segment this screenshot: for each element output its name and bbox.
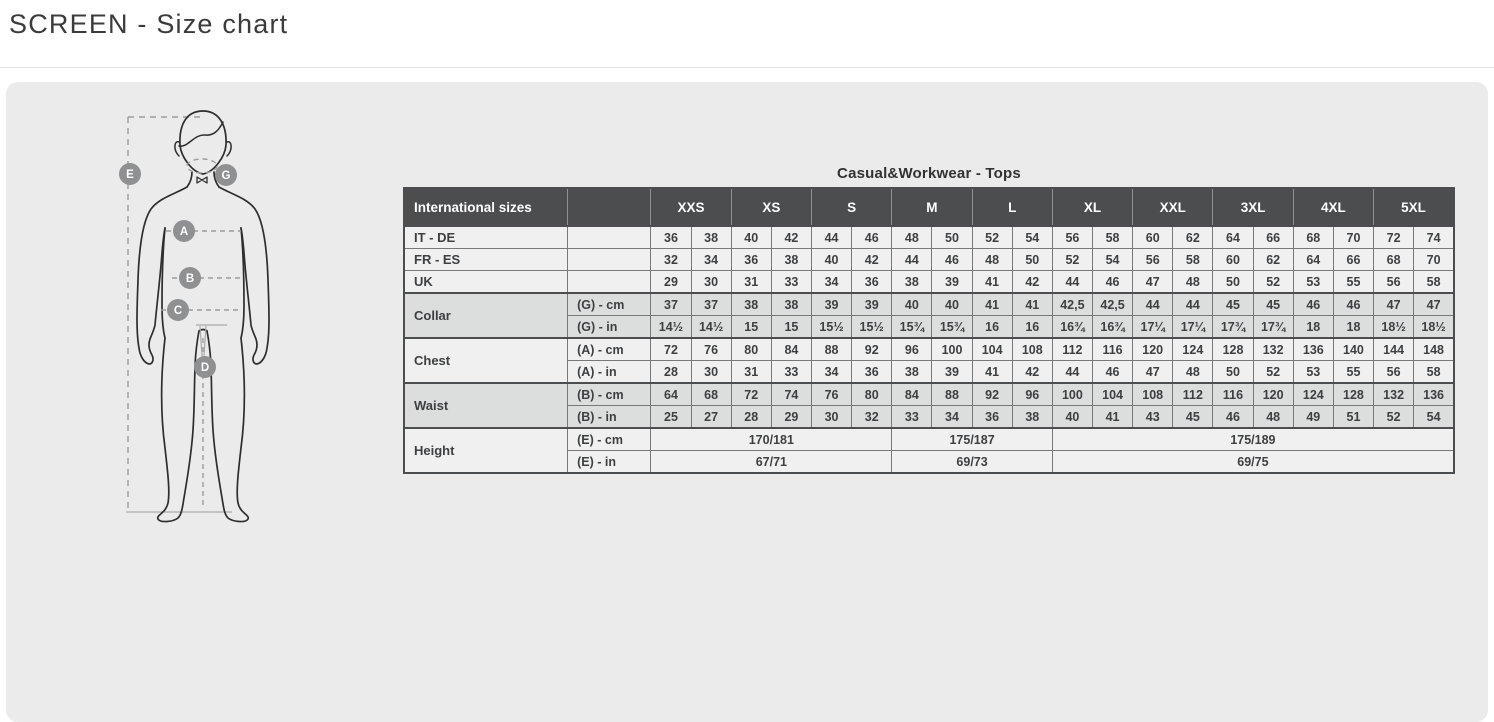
size-cell: 37 (651, 293, 691, 316)
size-cell: 116 (1213, 383, 1253, 406)
size-cell: 17¾ (1253, 316, 1293, 339)
size-cell: 64 (1293, 249, 1333, 271)
size-cell: 56 (1374, 271, 1414, 294)
size-cell: 50 (932, 226, 972, 249)
size-cell: 68 (691, 383, 731, 406)
size-cell: 132 (1374, 383, 1414, 406)
merged-cell: 170/181 (651, 428, 892, 451)
size-cell: 50 (1213, 271, 1253, 294)
size-cell: 33 (892, 406, 932, 429)
marker-a-badge (173, 220, 195, 242)
size-cell: 44 (1052, 271, 1092, 294)
header-spacer (568, 188, 651, 226)
marker-d-badge (194, 356, 216, 378)
row-unit: (G) - cm (568, 293, 651, 316)
marker-e-letter: E (126, 169, 134, 181)
size-cell: 72 (1374, 226, 1414, 249)
size-cell: 29 (651, 271, 691, 294)
size-cell: 36 (651, 226, 691, 249)
size-cell: 14½ (691, 316, 731, 339)
header-size-3xl: 3XL (1213, 188, 1293, 226)
size-cell: 50 (1012, 249, 1052, 271)
row-label: UK (404, 271, 568, 294)
size-cell: 70 (1333, 226, 1373, 249)
size-cell: 112 (1173, 383, 1213, 406)
size-cell: 58 (1414, 361, 1454, 384)
size-cell: 53 (1293, 361, 1333, 384)
size-cell: 17¼ (1173, 316, 1213, 339)
size-cell: 18½ (1374, 316, 1414, 339)
size-cell: 96 (892, 338, 932, 361)
size-cell: 54 (1012, 226, 1052, 249)
size-cell: 32 (651, 249, 691, 271)
size-cell: 100 (1052, 383, 1092, 406)
size-cell: 124 (1293, 383, 1333, 406)
size-cell: 76 (691, 338, 731, 361)
header-size-4xl: 4XL (1293, 188, 1373, 226)
row-unit (568, 226, 651, 249)
size-cell: 43 (1133, 406, 1173, 429)
group-label: Collar (404, 293, 568, 338)
size-cell: 136 (1414, 383, 1454, 406)
size-cell: 58 (1173, 249, 1213, 271)
size-cell: 52 (972, 226, 1012, 249)
size-cell: 34 (811, 271, 851, 294)
size-cell: 44 (811, 226, 851, 249)
size-cell: 40 (892, 293, 932, 316)
size-cell: 38 (691, 226, 731, 249)
size-cell: 42 (852, 249, 892, 271)
size-cell: 30 (691, 361, 731, 384)
size-cell: 55 (1333, 361, 1373, 384)
marker-e-badge (119, 163, 141, 185)
row-unit (568, 271, 651, 294)
size-cell: 41 (1092, 406, 1132, 429)
size-cell: 49 (1293, 406, 1333, 429)
header-size-5xl: 5XL (1374, 188, 1454, 226)
size-cell: 104 (972, 338, 1012, 361)
size-cell: 40 (811, 249, 851, 271)
size-cell: 36 (731, 249, 771, 271)
size-cell: 36 (852, 271, 892, 294)
size-cell: 60 (1213, 249, 1253, 271)
size-cell: 76 (811, 383, 851, 406)
marker-g-letter: G (221, 170, 231, 182)
size-cell: 34 (691, 249, 731, 271)
size-cell: 46 (1092, 361, 1132, 384)
size-cell: 18 (1293, 316, 1333, 339)
row-unit: (G) - in (568, 316, 651, 339)
size-cell: 40 (731, 226, 771, 249)
size-cell: 80 (852, 383, 892, 406)
size-cell: 41 (1012, 293, 1052, 316)
size-cell: 14½ (651, 316, 691, 339)
size-cell: 108 (1133, 383, 1173, 406)
marker-b-badge (179, 267, 201, 289)
size-cell: 34 (811, 361, 851, 384)
size-cell: 33 (771, 271, 811, 294)
table-row (404, 226, 1454, 249)
ear-right (227, 142, 231, 156)
size-cell: 37 (691, 293, 731, 316)
group-label: Height (404, 428, 568, 473)
size-cell: 64 (651, 383, 691, 406)
size-cell: 39 (811, 293, 851, 316)
size-cell: 36 (852, 361, 892, 384)
row-unit: (A) - cm (568, 338, 651, 361)
header-size-xxl: XXL (1133, 188, 1213, 226)
size-cell: 72 (651, 338, 691, 361)
group-label: Chest (404, 338, 568, 383)
size-cell: 31 (731, 271, 771, 294)
size-cell: 120 (1133, 338, 1173, 361)
size-cell: 16¾ (1092, 316, 1132, 339)
header-international-sizes: International sizes (404, 188, 568, 226)
size-cell: 39 (852, 293, 892, 316)
size-cell: 88 (811, 338, 851, 361)
size-chart-section (403, 165, 1455, 474)
size-cell: 68 (1293, 226, 1333, 249)
size-cell: 70 (1414, 249, 1454, 271)
size-cell: 15 (771, 316, 811, 339)
size-cell: 28 (731, 406, 771, 429)
size-cell: 46 (1092, 271, 1132, 294)
size-cell: 46 (1333, 293, 1373, 316)
size-cell: 62 (1173, 226, 1213, 249)
marker-c-badge (167, 299, 189, 321)
table-row (404, 383, 1454, 406)
header-size-xxs: XXS (651, 188, 731, 226)
size-cell: 47 (1133, 271, 1173, 294)
size-cell: 46 (1293, 293, 1333, 316)
marker-g-badge (215, 164, 237, 186)
marker-b-letter: B (185, 273, 195, 285)
size-cell: 39 (932, 271, 972, 294)
merged-cell: 67/71 (651, 451, 892, 474)
size-cell: 41 (972, 271, 1012, 294)
size-cell: 30 (691, 271, 731, 294)
size-cell: 48 (892, 226, 932, 249)
merged-cell: 69/75 (1052, 451, 1454, 474)
size-cell: 42,5 (1052, 293, 1092, 316)
size-cell: 46 (852, 226, 892, 249)
size-cell: 47 (1414, 293, 1454, 316)
size-cell: 16 (1012, 316, 1052, 339)
size-cell: 52 (1253, 361, 1293, 384)
size-cell: 15½ (811, 316, 851, 339)
size-cell: 100 (932, 338, 972, 361)
size-cell: 74 (771, 383, 811, 406)
size-cell: 52 (1052, 249, 1092, 271)
size-cell: 104 (1092, 383, 1132, 406)
size-cell: 74 (1414, 226, 1454, 249)
merged-cell: 69/73 (892, 451, 1053, 474)
size-cell: 92 (972, 383, 1012, 406)
size-cell: 55 (1333, 271, 1373, 294)
size-cell: 17¾ (1213, 316, 1253, 339)
size-cell: 32 (852, 406, 892, 429)
size-cell: 38 (1012, 406, 1052, 429)
merged-cell: 175/187 (892, 428, 1053, 451)
size-cell: 42,5 (1092, 293, 1132, 316)
size-cell: 58 (1414, 271, 1454, 294)
size-cell: 72 (731, 383, 771, 406)
size-cell: 88 (932, 383, 972, 406)
hair (179, 122, 223, 146)
row-unit (568, 249, 651, 271)
size-cell: 31 (731, 361, 771, 384)
size-cell: 44 (892, 249, 932, 271)
size-cell: 45 (1173, 406, 1213, 429)
size-cell: 41 (972, 361, 1012, 384)
size-cell: 140 (1333, 338, 1373, 361)
size-chart-table (403, 187, 1455, 474)
size-cell: 68 (1374, 249, 1414, 271)
table-row (404, 428, 1454, 451)
torso-leg-right (207, 228, 248, 522)
size-cell: 51 (1333, 406, 1373, 429)
table-row (404, 271, 1454, 294)
size-cell: 45 (1213, 293, 1253, 316)
size-cell: 148 (1414, 338, 1454, 361)
size-cell: 56 (1133, 249, 1173, 271)
size-cell: 41 (972, 293, 1012, 316)
size-cell: 38 (771, 293, 811, 316)
size-cell: 30 (811, 406, 851, 429)
header-size-s: S (811, 188, 891, 226)
size-cell: 44 (1173, 293, 1213, 316)
marker-c-letter: C (173, 305, 183, 317)
size-cell: 84 (771, 338, 811, 361)
size-cell: 46 (932, 249, 972, 271)
row-unit: (E) - in (568, 451, 651, 474)
group-label: Waist (404, 383, 568, 428)
header-size-xs: XS (731, 188, 811, 226)
size-cell: 58 (1092, 226, 1132, 249)
size-cell: 92 (852, 338, 892, 361)
size-cell: 39 (932, 361, 972, 384)
size-cell: 66 (1333, 249, 1373, 271)
size-cell: 62 (1253, 249, 1293, 271)
size-cell: 52 (1374, 406, 1414, 429)
size-cell: 15¾ (892, 316, 932, 339)
size-cell: 44 (1052, 361, 1092, 384)
size-cell: 18 (1333, 316, 1373, 339)
size-cell: 54 (1092, 249, 1132, 271)
table-header-row (404, 188, 1454, 226)
merged-cell: 175/189 (1052, 428, 1454, 451)
row-unit: (B) - cm (568, 383, 651, 406)
marker-a-letter: A (179, 226, 189, 238)
size-cell: 47 (1133, 361, 1173, 384)
table-row (404, 338, 1454, 361)
size-cell: 46 (1213, 406, 1253, 429)
size-cell: 47 (1374, 293, 1414, 316)
row-unit: (E) - cm (568, 428, 651, 451)
size-cell: 48 (1173, 361, 1213, 384)
size-cell: 28 (651, 361, 691, 384)
body-measurement-diagram (95, 90, 315, 535)
size-cell: 80 (731, 338, 771, 361)
size-cell: 38 (892, 271, 932, 294)
header-size-m: M (892, 188, 972, 226)
size-cell: 18½ (1414, 316, 1454, 339)
size-cell: 25 (651, 406, 691, 429)
size-cell: 64 (1213, 226, 1253, 249)
size-chart-title: Casual&Workwear - Tops (837, 165, 1021, 182)
size-cell: 36 (972, 406, 1012, 429)
size-cell: 33 (771, 361, 811, 384)
size-cell: 38 (892, 361, 932, 384)
size-cell: 42 (1012, 271, 1052, 294)
size-cell: 42 (771, 226, 811, 249)
header-size-xl: XL (1052, 188, 1132, 226)
ear-left (175, 142, 179, 156)
size-cell: 38 (771, 249, 811, 271)
table-row (404, 293, 1454, 316)
size-cell: 116 (1092, 338, 1132, 361)
size-cell: 120 (1253, 383, 1293, 406)
size-cell: 15 (731, 316, 771, 339)
size-cell: 128 (1333, 383, 1373, 406)
size-cell: 27 (691, 406, 731, 429)
size-cell: 44 (1133, 293, 1173, 316)
size-cell: 50 (1213, 361, 1253, 384)
collar-line (187, 159, 217, 173)
table-row (404, 249, 1454, 271)
size-cell: 136 (1293, 338, 1333, 361)
header-divider (0, 67, 1494, 68)
size-cell: 15½ (852, 316, 892, 339)
row-unit: (A) - in (568, 361, 651, 384)
size-cell: 60 (1133, 226, 1173, 249)
size-cell: 56 (1052, 226, 1092, 249)
size-cell: 132 (1253, 338, 1293, 361)
size-cell: 52 (1253, 271, 1293, 294)
bow-icon (197, 177, 207, 183)
size-cell: 53 (1293, 271, 1333, 294)
size-cell: 40 (932, 293, 972, 316)
size-cell: 128 (1213, 338, 1253, 361)
page-title: SCREEN - Size chart (9, 9, 289, 39)
size-cell: 48 (1173, 271, 1213, 294)
size-cell: 48 (972, 249, 1012, 271)
size-cell: 66 (1253, 226, 1293, 249)
page-header (0, 0, 1494, 67)
size-cell: 124 (1173, 338, 1213, 361)
size-cell: 144 (1374, 338, 1414, 361)
size-cell: 29 (771, 406, 811, 429)
header-size-l: L (972, 188, 1052, 226)
size-cell: 40 (1052, 406, 1092, 429)
neck-left (187, 172, 192, 187)
size-cell: 16¾ (1052, 316, 1092, 339)
size-cell: 108 (1012, 338, 1052, 361)
row-label: FR - ES (404, 249, 568, 271)
size-cell: 34 (932, 406, 972, 429)
size-cell: 17¼ (1133, 316, 1173, 339)
size-cell: 48 (1253, 406, 1293, 429)
size-cell: 96 (1012, 383, 1052, 406)
size-cell: 54 (1414, 406, 1454, 429)
size-cell: 45 (1253, 293, 1293, 316)
row-unit: (B) - in (568, 406, 651, 429)
row-label: IT - DE (404, 226, 568, 249)
size-cell: 84 (892, 383, 932, 406)
size-cell: 56 (1374, 361, 1414, 384)
size-cell: 112 (1052, 338, 1092, 361)
marker-d-letter: D (200, 362, 210, 374)
size-cell: 16 (972, 316, 1012, 339)
size-cell: 15¾ (932, 316, 972, 339)
size-cell: 42 (1012, 361, 1052, 384)
size-cell: 38 (731, 293, 771, 316)
